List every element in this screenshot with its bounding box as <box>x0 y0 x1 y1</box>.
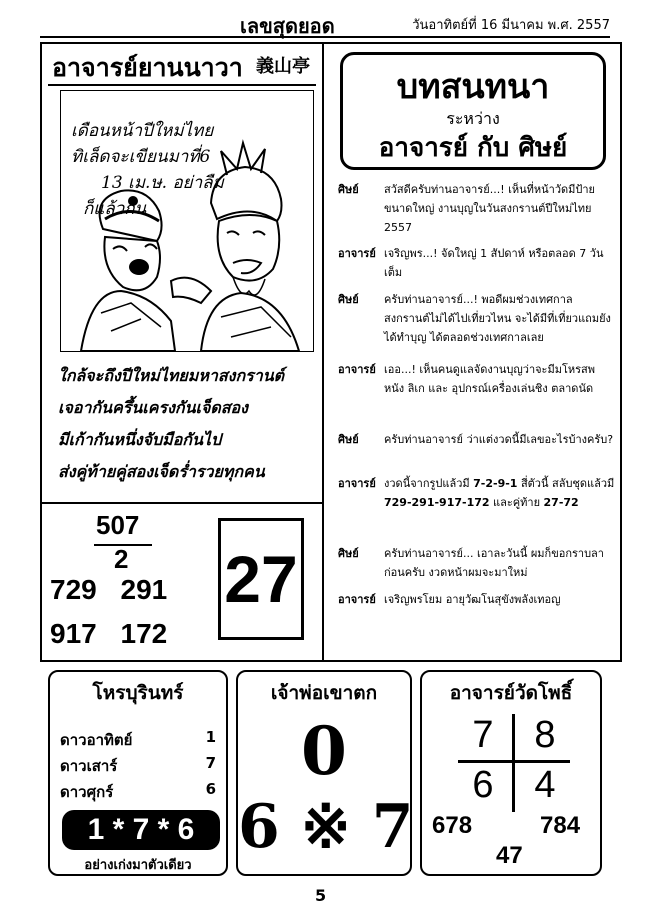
dialog-speaker: ศิษย์ <box>338 433 359 446</box>
page-number: 5 <box>315 886 327 905</box>
dialog-title: บทสนทนา <box>396 67 550 107</box>
dialog-line <box>338 474 618 544</box>
dialog-line <box>338 544 618 590</box>
poem-line: ใกล้จะถึงปีใหม่ไทยมหาสงกรานต์ <box>58 366 285 385</box>
dialog-text-part: งวดนี้จากรูปแล้วมี <box>384 477 474 490</box>
cartoon-panel <box>60 90 314 352</box>
number-right: 784 <box>540 812 581 839</box>
dialog-text-part: และคู่ท้าย <box>489 496 544 509</box>
box-title: โหรบุรินทร์ <box>92 682 184 704</box>
dialog-text: ครับท่านอาจารย์ ว่าแต่งวดนี้มีเลขอะไรบ้างครับ? <box>384 433 614 446</box>
grid-cell: 4 <box>534 764 556 806</box>
box-title: เจ้าพ่อเขาตก <box>270 682 378 704</box>
dialog-line <box>338 360 618 430</box>
grid-cell: 6 <box>472 764 494 806</box>
horoscope-box <box>48 670 228 876</box>
star-label: ดาวศุกร์ <box>60 783 114 801</box>
poem-line: ส่งคู่ท้ายคู่สองเจ็ดร่ำรวยทุกคน <box>58 462 265 481</box>
dialog-speaker: อาจารย์ <box>338 247 376 260</box>
lucky-number-badge: 1 * 7 * 6 <box>62 810 220 850</box>
dialog-number: 27-72 <box>543 496 579 509</box>
star-value: 6 <box>205 780 216 798</box>
dialog-speaker: อาจารย์ <box>338 477 376 490</box>
dialog-speaker: อาจารย์ <box>338 593 376 606</box>
dialog-text: เจริญพรโยม อายุวัฒโนสุขังพลังเทอญ <box>384 593 561 606</box>
grid-cell: 7 <box>472 714 494 756</box>
dialog-heading: อาจารย์ กับ ศิษย์ <box>378 133 568 163</box>
lucky-number-bottom: 6 ※ 7 <box>238 792 414 862</box>
dialog-line <box>338 244 618 290</box>
dialog-line <box>338 180 618 244</box>
left-divider <box>40 502 324 504</box>
dialog-text: ครับท่านอาจารย์... เอาละวันนี้ ผมก็ขอกราบลาก่อนครับ งวดหน้าผมจะมาใหม่ <box>384 547 604 579</box>
dialog-speaker: ศิษย์ <box>338 183 359 196</box>
number-top: 507 <box>96 510 140 540</box>
column-title-text: อาจารย์ยานนาวา <box>52 53 243 82</box>
box-footer: อย่างเก่งมาตัวเดียว <box>84 858 192 873</box>
column-title <box>48 46 316 86</box>
box-title: อาจารย์วัดโพธิ์ <box>449 682 573 704</box>
issue-date: วันอาทิตย์ที่ 16 มีนาคม พ.ศ. 2557 <box>412 18 610 33</box>
column-divider <box>322 42 324 662</box>
brand-title: เลขสุดยอด <box>240 14 335 38</box>
grid-vertical-line <box>512 714 515 812</box>
number-row: 917 172 <box>50 618 168 649</box>
dialog <box>338 180 618 614</box>
dialog-line <box>338 590 618 614</box>
grid-cell: 8 <box>534 714 556 756</box>
number-bottom: 47 <box>496 842 523 869</box>
grid-horizontal-line <box>458 760 570 763</box>
dialog-title-box <box>340 52 606 170</box>
lucky-number-top: 0 <box>301 712 347 790</box>
number-left: 678 <box>432 812 473 839</box>
dialog-text: สวัสดีครับท่านอาจารย์...! เห็นที่หน้าวัดมีป้ายขนาดใหญ่ งานบุญในวันสงกรานต์ปีใหม่ไทย 2557 <box>384 183 596 234</box>
dialog-text-part: สี่ตัวนี้ สลับชุดแล้วมี <box>517 477 615 490</box>
speech-line: ทิเล็ดจะเขียนมาที่6 <box>71 147 211 167</box>
star-value: 7 <box>205 754 216 772</box>
dialog-text: เจริญพร...! จัดใหญ่ 1 สัปดาห์ หรือตลอด 7 วัน เต็ม <box>384 247 604 279</box>
speech-line: เดือนหน้าปีใหม่ไทย <box>71 121 214 141</box>
star-label: ดาวเสาร์ <box>60 757 118 775</box>
dialog-line <box>338 290 618 360</box>
dialog-text: ครับท่านอาจารย์...! พอดีผมช่วงเทศกาลสงกรานต์ไม่ได้ไปเที่ยวไหน จะได้มีที่เที่ยวแถมยังได้ทำบุญ ได้ตลอดช่วงเทศกาลเลย <box>384 293 611 344</box>
dialog-speaker: ศิษย์ <box>338 293 359 306</box>
highlight-number: 27 <box>218 518 304 640</box>
star-value: 1 <box>205 728 216 746</box>
dialog-speaker: ศิษย์ <box>338 547 359 560</box>
dialog-text: เออ...! เห็นคนดูแลจัดงานบุญว่าจะมีมโหรสพ หนัง ลิเก และ อุปกรณ์เครื่องเล่นชิง ตลาดนัด <box>384 363 596 395</box>
star-label: ดาวอาทิตย์ <box>60 731 133 749</box>
column-title-chinese: 義山亭 <box>256 56 310 77</box>
dialog-number: 729-291-917-172 <box>384 496 490 509</box>
speech-line: 13 เม.ษ. อย่าลืม <box>101 173 224 193</box>
page-header <box>40 8 610 38</box>
dialog-text <box>384 474 618 512</box>
speech-line: ก็แล้วกัน <box>83 199 147 219</box>
dialog-subtitle: ระหว่าง <box>446 109 500 128</box>
dialog-line <box>338 430 618 474</box>
jaopho-box <box>236 670 412 876</box>
watpho-box <box>420 670 602 876</box>
poem-line: มีเก้ากันหนึ่งจับมือกันไป <box>58 430 222 449</box>
poem-line: เจอากันครึ้นเครงกันเจ็ดสอง <box>58 398 248 417</box>
dialog-number: 7-2-9-1 <box>473 477 518 490</box>
dialog-speaker: อาจารย์ <box>338 363 376 376</box>
number-divisor: 2 <box>114 544 129 574</box>
number-row: 729 291 <box>50 574 168 605</box>
